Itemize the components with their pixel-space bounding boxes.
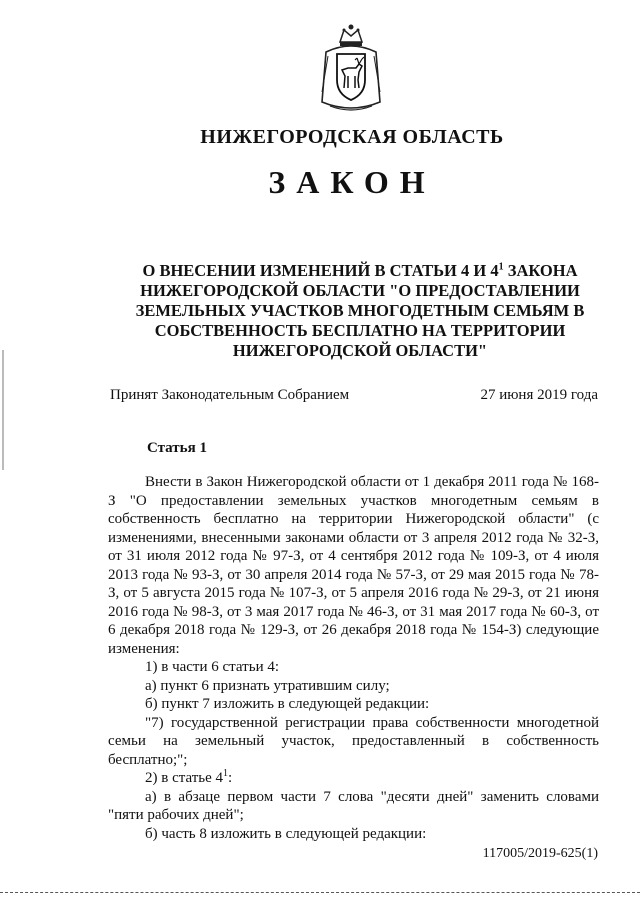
title-line-1: О ВНЕСЕНИИ ИЗМЕНЕНИЙ В СТАТЬИ 4 И 4 (142, 261, 499, 280)
region-heading: НИЖЕГОРОДСКАЯ ОБЛАСТЬ (200, 126, 504, 148)
coat-of-arms-icon (318, 22, 384, 116)
item-1b-quote: "7) государственной регистрации права собственности многодетной семьи на земельный участок, предоставленный в собственность бесплатно;"; (108, 714, 599, 768)
item-1: 1) в части 6 статьи 4: (145, 659, 280, 675)
adoption-label: Принят Законодательным Собранием (110, 387, 350, 403)
item-2a: а) в абзаце первом части 7 слова "десяти дней" заменить словами "пяти рабочих дней"; (108, 788, 599, 823)
item-2-text: 2) в статье 4 (145, 770, 224, 786)
item-1a: а) пункт 6 признать утратившим силу; (145, 677, 390, 694)
article-intro: Внести в Закон Нижегородской области от 1 декабря 2011 года № 168-З "О предоставлении земельных участков многодетным семьям в собственность бесплатно на территории Нижегородской области" (с изменениями, внесенными законами области от 3 апреля 2012 года № 32-З, от 31 июля 2012 года № 97-З, от 4 сентября 2012 года № 109-З, от 4 июля 2013 года № 93-З, от 30 апреля 2014 года № 57-З, от 29 мая 2015 года № 78-З, от 5 августа 2015 года № 107-З, от 5 апреля 2016 года № 29-З, от 21 июня 2016 года № 98-З, от 3 мая 2017 года № 46-З, от 31 мая 2017 года № 60-З, от 6 декабря 2018 года № 129-З, от 26 декабря 2018 года № 154-З) следующие изменения: (108, 474, 599, 657)
document-number: 117005/2019-625(1) (482, 846, 598, 861)
scan-edge-mark (2, 350, 4, 470)
title-superscript: 1 (498, 261, 504, 273)
article-body (108, 473, 599, 843)
item-2b: б) часть 8 изложить в следующей редакции: (145, 825, 427, 842)
item-2-superscript: 1 (223, 768, 229, 779)
item-2-end: : (228, 770, 233, 786)
item-1b: б) пункт 7 изложить в следующей редакции: (145, 696, 430, 712)
article-heading: Статья 1 (147, 440, 207, 456)
document-type: ЗАКОН (268, 164, 436, 200)
item-2 (108, 769, 599, 788)
law-title (110, 261, 610, 361)
title-line-1-end: ЗАКОНА (503, 261, 578, 280)
scan-bottom-edge (0, 892, 640, 895)
adoption-line (110, 387, 598, 404)
adoption-date: 27 июня 2019 года (480, 387, 598, 403)
title-rest: НИЖЕГОРОДСКОЙ ОБЛАСТИ "О ПРЕДОСТАВЛЕНИИ ЗЕМЕЛЬНЫХ УЧАСТКОВ МНОГОДЕТНЫМ СЕМЬЯМ В СОБСТВЕННОСТЬ БЕСПЛАТНО НА ТЕРРИТОРИИ НИЖЕГОРОДСКОЙ ОБЛАСТИ" (135, 281, 585, 360)
